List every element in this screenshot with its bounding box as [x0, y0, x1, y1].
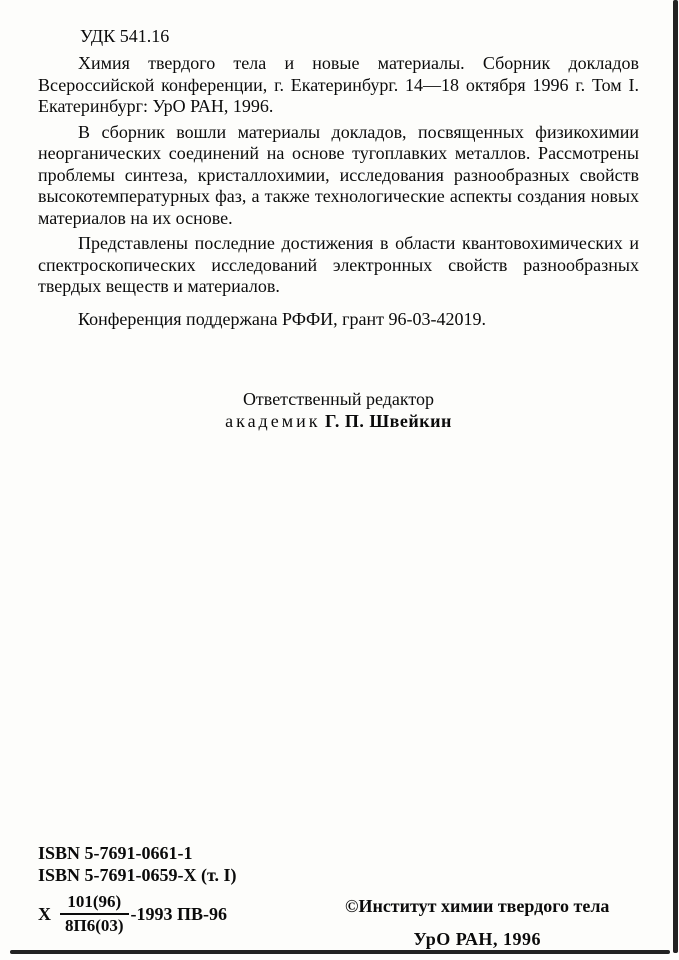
code-letter: X: [38, 903, 51, 924]
code-denominator: 8П6(03): [60, 913, 129, 936]
copyright-block: [345, 896, 609, 950]
scan-edge-artifact-right: [673, 0, 678, 953]
scan-edge-artifact-bottom: [10, 950, 670, 954]
bibliographic-description: Химия твердого тела и новые материалы. Сборник докладов Всероссийской конференции, г. Екатеринбург. 14—18 октября 1996 г. Том I. Екатеринбург: УрО РАН, 1996.: [38, 53, 639, 116]
classification-code: [38, 892, 236, 936]
copyright-line-2: УрО РАН, 1996: [413, 929, 541, 949]
editor-title: Ответственный редактор: [242, 389, 435, 409]
isbn-line-2: ISBN 5-7691-0659-X (т. I): [38, 865, 237, 885]
code-fraction: [60, 892, 129, 936]
editor-rank: академик: [225, 411, 321, 431]
copyright-line-1: ©Институт химии твердого тела: [345, 896, 610, 916]
editor-name: Г. П. Швейкин: [324, 411, 452, 431]
code-suffix: -1993 ПВ-96: [130, 903, 228, 924]
isbn-line-1: ISBN 5-7691-0661-1: [38, 843, 193, 863]
code-numerator: 101(96): [67, 892, 122, 911]
abstract-paragraph-2: Представлены последние достижения в области квантовохимических и спектроскопических исследований электронных свойств разнообразных твердых веществ и материалов.: [38, 233, 639, 296]
editor-name-line: [38, 410, 639, 432]
imprint-footer: [38, 842, 236, 936]
grant-note: Конференция поддержана РФФИ, грант 96-03-42019.: [78, 308, 487, 329]
editor-block: [38, 388, 639, 432]
abstract-paragraph-1: В сборник вошли материалы докладов, посвященных физикохимии неорганических соединений на основе тугоплавких металлов. Рассмотрены проблемы синтеза, кристаллохимии, исследования разнообразных свойств высокотемпературных фаз, а также технологические аспекты создания новых материалов на их основе.: [38, 121, 639, 228]
udc-number: УДК 541.16: [80, 26, 170, 46]
annotation-block: [0, 0, 679, 432]
